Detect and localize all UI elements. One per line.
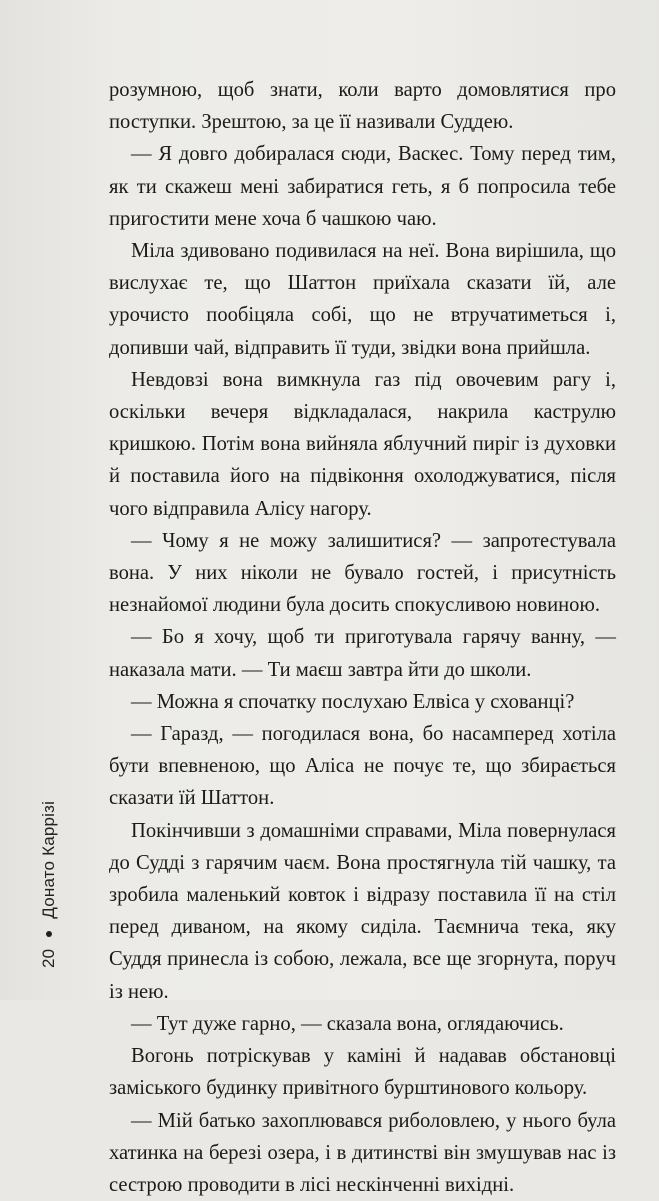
paragraph: — Мій батько захоплювався риболовлею, у нього була хатинка на березі озера, і в дитинстві він змушував нас із сестрою проводити в лісі нескінченні вихідні.: [109, 1105, 616, 1201]
bullet-separator-icon: [46, 931, 52, 937]
paragraph: Міла здивовано подивилася на неї. Вона вирішила, що вислухає те, що Шаттон приїхала сказати їй, але урочисто пообіцяла собі, що не втручатиметься і, допивши чай, відправить її туди, звідки вона прийшла.: [109, 235, 616, 364]
paragraph: Вогонь потріскував у каміні й надавав обстановці заміського будинку привітного бурштинового кольору.: [109, 1040, 616, 1104]
paragraph: — Чому я не можу залишитися? — запротестувала вона. У них ніколи не бувало гостей, і присутність незнайомої людини була досить спокусливою новиною.: [109, 525, 616, 622]
paragraph: — Можна я спочатку послухаю Елвіса у схованці?: [109, 686, 616, 718]
paragraph: — Бо я хочу, щоб ти приготувала гарячу ванну, — наказала мати. — Ти маєш завтра йти до школи.: [109, 621, 616, 685]
paragraph: — Я довго добиралася сюди, Васкес. Тому перед тим, як ти скажеш мені забиратися геть, я б попросила тебе пригостити мене хоча б чашкою чаю.: [109, 138, 616, 235]
paragraph: розумною, щоб знати, коли варто домовлятися про поступки. Зрештою, за це її називали Суддею.: [109, 74, 616, 138]
running-head: [39, 801, 59, 968]
paragraph: Покінчивши з домашніми справами, Міла повернулася до Судді з гарячим чаєм. Вона простягнула тій чашку, та зробила маленький ковток і відразу поставила її на стіл перед диваном, на якому сиділа. Таємнича тека, яку Суддя принесла із собою, лежала, все ще згорнута, поруч із нею.: [109, 815, 616, 1008]
paragraph: Невдовзі вона вимкнула газ під овочевим рагу і, оскільки вечеря відкладалася, накрила каструлю кришкою. Потім вона вийняла яблучний пиріг із духовки й поставила його на підвіконня охолоджуватися, після чого відправила Алісу нагору.: [109, 364, 616, 525]
author-name: Донато Каррізі: [39, 801, 59, 919]
body-text: [109, 74, 616, 1201]
paragraph: — Тут дуже гарно, — сказала вона, оглядаючись.: [109, 1008, 616, 1040]
page-number: 20: [39, 949, 59, 968]
paragraph: — Гаразд, — погодилася вона, бо насамперед хотіла бути впевненою, що Аліса не почує те, що збирається сказати їй Шаттон.: [109, 718, 616, 815]
